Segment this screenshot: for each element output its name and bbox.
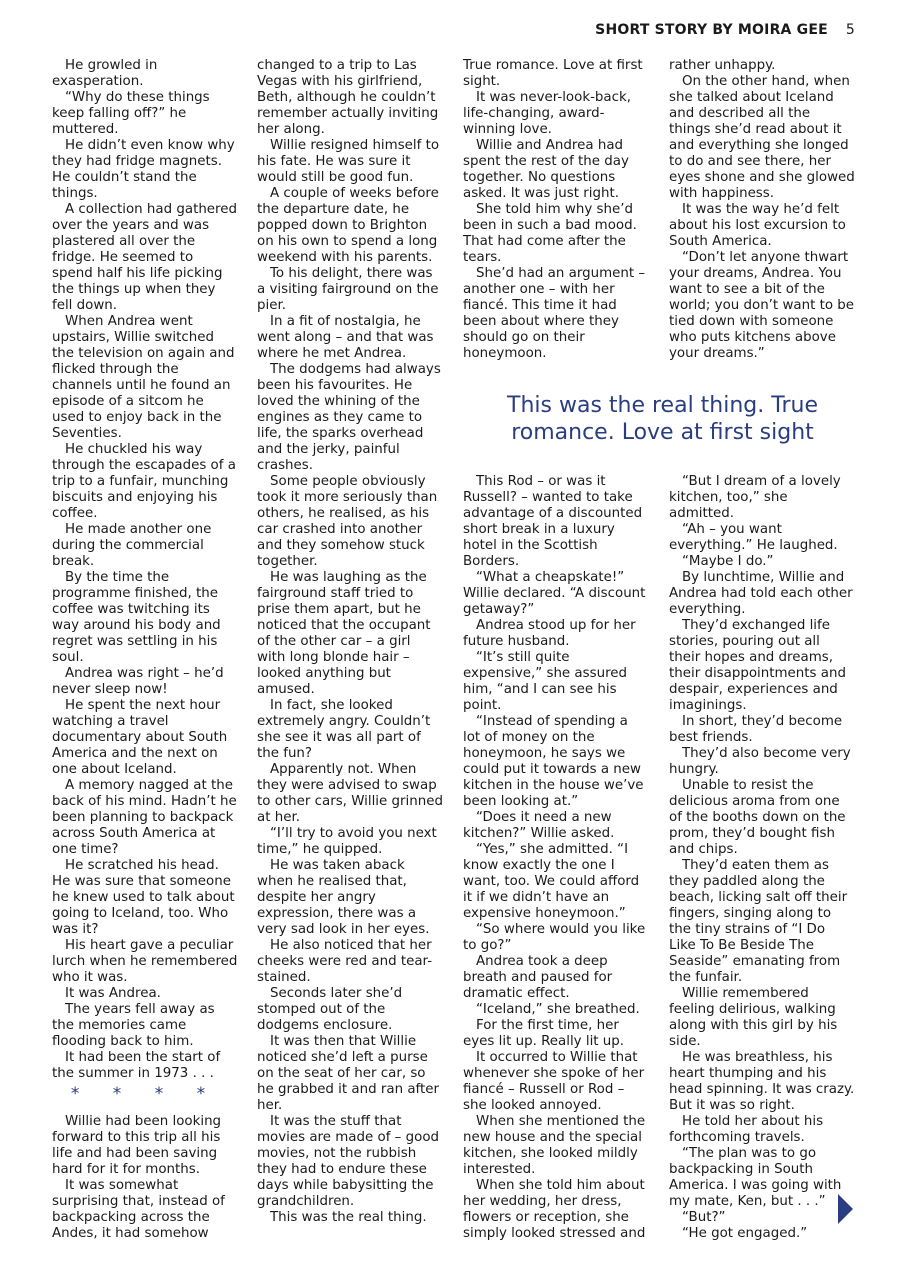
paragraph: Willie remembered feeling delirious, walking along with this girl by his side.: [669, 986, 838, 1049]
paragraph: “Yes,” she admitted. “I know exactly the one I want, too. We could afford it if we didn’t have an expensive honeymoon.”: [463, 842, 640, 921]
column-4: [669, 58, 855, 362]
paragraph: He was laughing as the fairground staff tried to prise them apart, but he noticed that the occupant of the other car – a girl with long blonde hair – looked anything but amused.: [257, 570, 431, 697]
paragraph: “He got engaged.”: [682, 1226, 808, 1241]
paragraph: In short, they’d become best friends.: [669, 714, 843, 745]
paragraph: Unable to resist the delicious aroma from one of the booths down on the prom, they’d bought fish and chips.: [669, 778, 846, 857]
paragraph: She’d had an argument – another one – with her fiancé. This time it had been about where they should go on their honeymoon.: [463, 266, 646, 361]
paragraph: When Andrea went upstairs, Willie switched the television on again and flicked through the channels until he found an episode of a sitcom he used to enjoy back in the Seventies.: [52, 314, 235, 441]
paragraph: “Why do these things keep falling off?” he muttered.: [52, 90, 210, 137]
paragraph: On the other hand, when she talked about Iceland and described all the things she’d read about it and everything she longed to do and see there, her eyes shone and she glowed with happiness.: [669, 74, 855, 201]
paragraph: His heart gave a peculiar lurch when he remembered who it was.: [52, 938, 238, 985]
paragraph: By the time the programme finished, the coffee was twitching its way around his body and regret was settling in his soul.: [52, 570, 221, 665]
paragraph: “Does it need a new kitchen?” Willie asked.: [463, 810, 615, 841]
paragraph: Willie resigned himself to his fate. He was sure it would still be good fun.: [257, 138, 440, 185]
paragraph: “Maybe I do.”: [682, 554, 774, 569]
column-4-lower: [669, 474, 855, 1242]
paragraph: “Don’t let anyone thwart your dreams, Andrea. You want to see a bit of the world; you don’t want to be tied down with someone who puts kitchens above your dreams.”: [669, 250, 855, 361]
paragraph: “Instead of spending a lot of money on the honeymoon, he says we could put it towards a new kitchen in the house we’ve been looking at.”: [463, 714, 644, 809]
col4b-body: [669, 474, 855, 1242]
paragraph: A memory nagged at the back of his mind. Hadn’t he been planning to backpack across South America at one time?: [52, 778, 237, 857]
column-2: [257, 58, 443, 1226]
paragraph: Willie and Andrea had spent the rest of the day together. No questions asked. It was just right.: [463, 138, 629, 201]
paragraph: When she told him about her wedding, her dress, flowers or reception, she simply looked stressed and: [463, 1178, 646, 1241]
paragraph: Some people obviously took it more seriously than others, he realised, as his car crashed into another and they somehow stuck together.: [257, 474, 438, 569]
paragraph: He growled in exasperation.: [52, 58, 158, 89]
paragraph: Seconds later she’d stomped out of the dodgems enclosure.: [257, 986, 403, 1033]
paragraph: A couple of weeks before the departure date, he popped down to Brighton on his own to spend a long weekend with his parents.: [257, 186, 439, 265]
paragraph: “What a cheapskate!” Willie declared. “A discount getaway?”: [463, 570, 646, 617]
column-1: [52, 58, 238, 1242]
col2-continuation: changed to a trip to Las Vegas with his girlfriend, Beth, although he couldn’t remember actually inviting her along.: [257, 58, 439, 137]
paragraph: He also noticed that her cheeks were red and tear-stained.: [257, 938, 433, 985]
paragraph: “I’ll try to avoid you next time,” he quipped.: [257, 826, 437, 857]
page-number: 5: [845, 22, 855, 38]
paragraph: Willie had been looking forward to this trip all his life and had been saving hard for it for months.: [52, 1114, 222, 1177]
paragraph: They’d exchanged life stories, pouring out all their hopes and dreams, their disappointments and despair, experiences and imaginings.: [669, 618, 846, 713]
col1-body: [52, 58, 238, 1082]
paragraph: By lunchtime, Willie and Andrea had told each other everything.: [669, 570, 853, 617]
col4-body: [669, 74, 855, 362]
paragraph: The dodgems had always been his favourites. He loved the whining of the engines as they came to life, the sparks overhead and the jerky, painful crashes.: [257, 362, 441, 473]
paragraph: It was never-look-back, life-changing, award-winning love.: [463, 90, 631, 137]
col4-continuation: rather unhappy.: [669, 58, 776, 73]
paragraph: It occurred to Willie that whenever she spoke of her fiancé – Russell or Rod – she looked annoyed.: [463, 1050, 645, 1113]
paragraph: The years fell away as the memories came flooding back to him.: [52, 1002, 215, 1049]
paragraph: He was taken aback when he realised that, despite her angry expression, there was a very sad look in her eyes.: [257, 858, 430, 937]
paragraph: This was the real thing.: [270, 1210, 427, 1225]
column-3-lower: [463, 474, 649, 1242]
paragraph: He told her about his forthcoming travels.: [669, 1114, 824, 1145]
col3-continuation: True romance. Love at first sight.: [463, 58, 643, 89]
paragraph: He scratched his head. He was sure that someone he knew used to talk about going to Iceland, too. Who was it?: [52, 858, 235, 937]
paragraph: Andrea stood up for her future husband.: [463, 618, 636, 649]
paragraph: Apparently not. When they were advised to swap to other cars, Willie grinned at her.: [257, 762, 443, 825]
paragraph: “Iceland,” she breathed.: [476, 1002, 640, 1017]
paragraph: He chuckled his way through the escapades of a trip to a funfair, munching biscuits and enjoying his coffee.: [52, 442, 236, 521]
paragraph: When she mentioned the new house and the special kitchen, she looked mildly interested.: [463, 1114, 646, 1177]
section-break: * * * *: [70, 1084, 220, 1104]
paragraph: “But?”: [682, 1210, 726, 1225]
col1-after-break: [52, 1114, 238, 1242]
paragraph: It was then that Willie noticed she’d left a purse on the seat of her car, so he grabbed it and ran after her.: [257, 1034, 439, 1113]
paragraph: Andrea took a deep breath and paused for dramatic effect.: [463, 954, 613, 1001]
paragraph: A collection had gathered over the years and was plastered all over the fridge. He seemed to spend half his life picking the things up when they fell down.: [52, 202, 237, 313]
col3b-body: [463, 474, 649, 1242]
paragraph: She told him why she’d been in such a bad mood. That had come after the tears.: [463, 202, 637, 265]
paragraph: It had been the start of the summer in 1973 . . .: [52, 1050, 221, 1081]
paragraph: In a fit of nostalgia, he went along – and that was where he met Andrea.: [257, 314, 434, 361]
paragraph: He made another one during the commercial break.: [52, 522, 212, 569]
paragraph: “So where would you like to go?”: [463, 922, 646, 953]
paragraph: It was the stuff that movies are made of – good movies, not the rubbish they had to endure these days while babysitting the grandchildren.: [257, 1114, 440, 1209]
col2-body: [257, 138, 443, 1226]
pull-quote: This was the real thing. True romance. Love at first sight: [507, 393, 818, 445]
paragraph: He was breathless, his heart thumping and his head spinning. It was crazy. But it was so right.: [669, 1050, 855, 1113]
column-3: [463, 58, 649, 362]
paragraph: For the first time, her eyes lit up. Really lit up.: [463, 1018, 625, 1049]
paragraph: In fact, she looked extremely angry. Couldn’t she see it was all part of the fun?: [257, 698, 431, 761]
paragraph: To his delight, there was a visiting fairground on the pier.: [257, 266, 439, 313]
paragraph: “It’s still quite expensive,” she assured him, “and I can see his point.: [463, 650, 628, 713]
paragraph: “The plan was to go backpacking in South America. I was going with my mate, Ken, but . . .”: [669, 1146, 842, 1209]
page-header: [595, 22, 855, 38]
paragraph: This Rod – or was it Russell? – wanted to take advantage of a discounted short break in a luxury hotel in the Scottish Borders.: [463, 474, 643, 569]
paragraph: They’d also become very hungry.: [669, 746, 851, 777]
paragraph: He didn’t even know why they had fridge magnets. He couldn’t stand the things.: [52, 138, 235, 201]
paragraph: “But I dream of a lovely kitchen, too,” she admitted.: [669, 474, 841, 521]
paragraph: It was somewhat surprising that, instead of backpacking across the Andes, it had somehow: [52, 1178, 225, 1241]
paragraph: It was the way he’d felt about his lost excursion to South America.: [669, 202, 846, 249]
col3-body: [463, 90, 649, 362]
continue-arrow-icon: [838, 1194, 853, 1224]
paragraph: It was Andrea.: [65, 986, 161, 1001]
paragraph: They’d eaten them as they paddled along the beach, licking salt off their fingers, singing along to the tiny strains of “I Do Like To Be Beside The Seaside” emanating from the funfair.: [669, 858, 848, 985]
paragraph: He spent the next hour watching a travel documentary about South America and the next on one about Iceland.: [52, 698, 228, 777]
paragraph: “Ah – you want everything.” He laughed.: [669, 522, 838, 553]
paragraph: Andrea was right – he’d never sleep now!: [52, 666, 224, 697]
story-byline: SHORT STORY BY MOIRA GEE: [595, 22, 828, 38]
